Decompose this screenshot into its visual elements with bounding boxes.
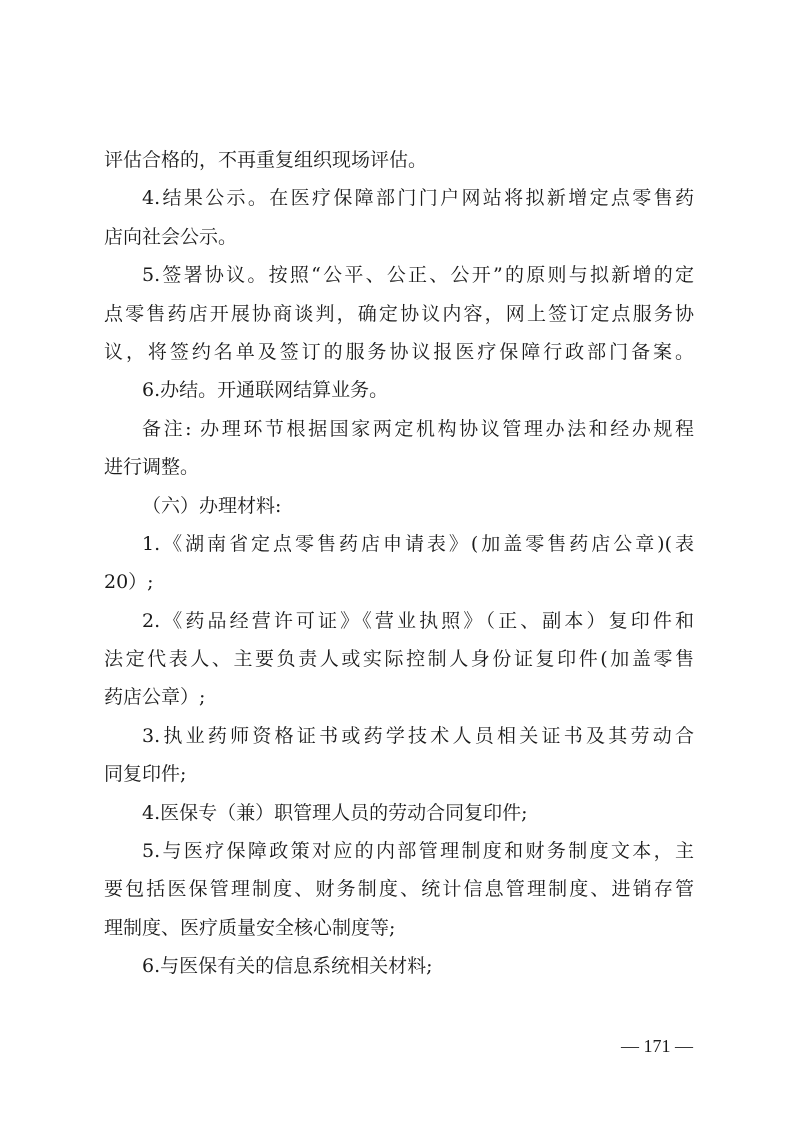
text-line: 4.结果公示。在医疗保障部门门户网站将拟新增定点零售药 (142, 187, 694, 210)
text-line: 20）; (104, 571, 154, 594)
text-line: 评估合格的，不再重复组织现场评估。 (104, 149, 428, 171)
text-line: 6.办结。开通联网结算业务。 (142, 379, 389, 402)
text-line: 点零售药店开展协商谈判，确定协议内容，网上签订定点服务协 (104, 302, 694, 325)
page-number: — 171 — (621, 1036, 693, 1056)
text-line: 4.医保专（兼）职管理人员的劳动合同复印件; (142, 801, 528, 824)
section-heading: （六）办理材料: (142, 494, 282, 517)
text-line: 药店公章）; (104, 686, 206, 709)
text-line: 备注: 办理环节根据国家两定机构协议管理办法和经办规程 (142, 417, 694, 440)
text-line: 5.签署协议。按照“公平、公正、公开”的原则与拟新增的定 (142, 264, 694, 287)
text-line: 要包括医保管理制度、财务制度、统计信息管理制度、进销存管 (104, 878, 694, 901)
text-line: 6.与医保有关的信息系统相关材料; (142, 955, 433, 978)
text-line: 1.《湖南省定点零售药店申请表》(加盖零售药店公章)(表 (142, 532, 694, 555)
text-line: 进行调整。 (104, 456, 200, 479)
text-line: 议，将签约名单及签订的服务协议报医疗保障行政部门备案。 (104, 340, 694, 363)
body-text (104, 141, 694, 986)
text-line: 店向社会公示。 (104, 225, 238, 248)
text-line: 法定代表人、主要负责人或实际控制人身份证复印件(加盖零售 (104, 648, 694, 671)
text-line: 3.执业药师资格证书或药学技术人员相关证书及其劳动合 (142, 724, 694, 747)
text-line: 5.与医疗保障政策对应的内部管理制度和财务制度文本，主 (142, 840, 694, 863)
text-line: 2.《药品经营许可证》《营业执照》（正、副本）复印件和 (142, 609, 694, 632)
text-line: 理制度、医疗质量安全核心制度等; (104, 916, 396, 939)
text-line: 同复印件; (104, 763, 187, 786)
